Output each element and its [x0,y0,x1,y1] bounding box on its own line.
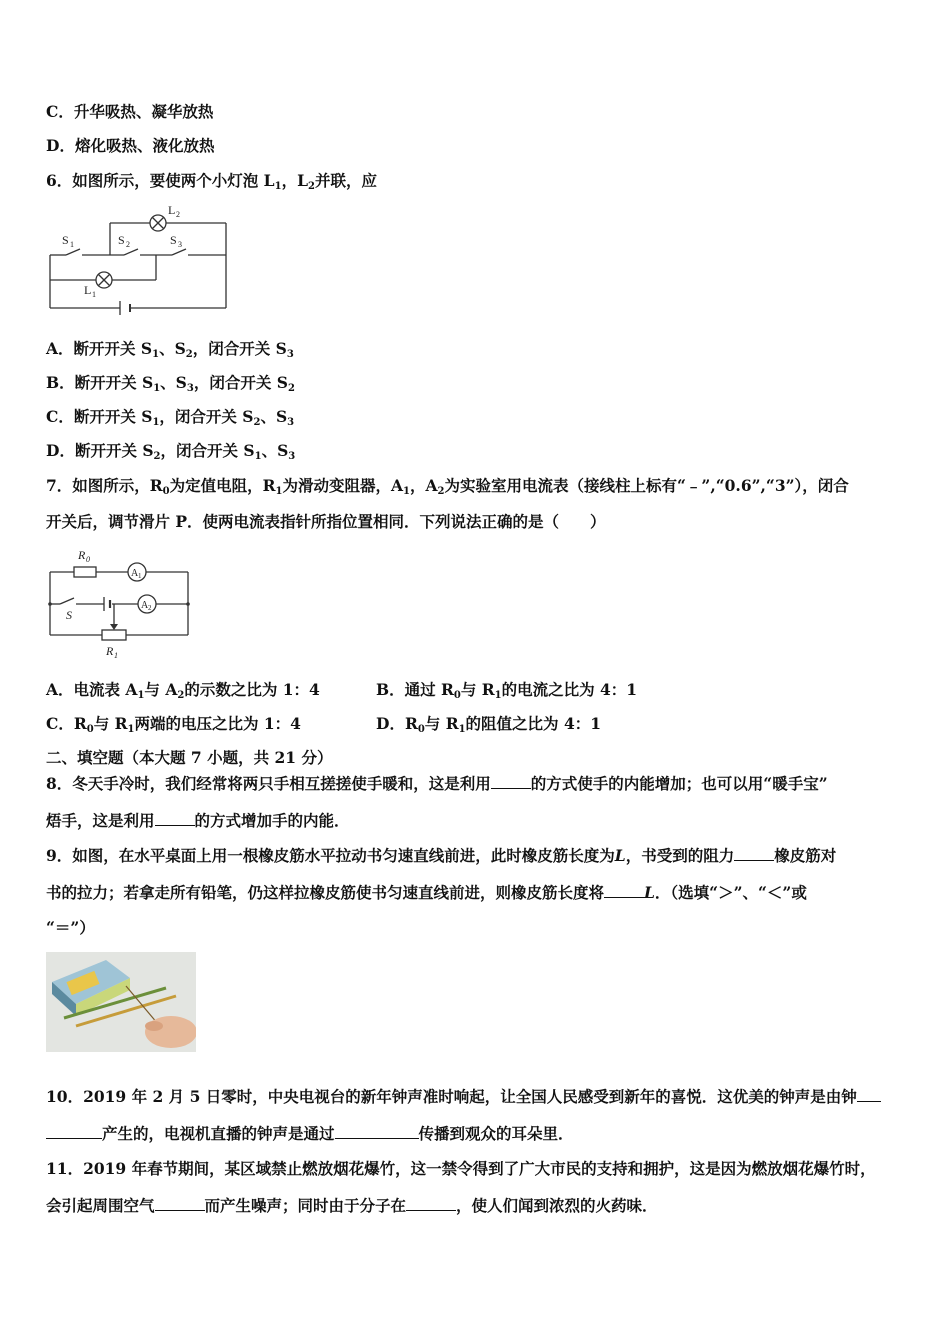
q9-blank-1[interactable] [734,846,774,861]
q11-line1: 11．2019 年春节期间，某区域禁止燃放烟花爆竹，这一禁令得到了广大市民的支持和拥护，这是因为燃放烟花爆竹时， [46,1159,876,1178]
q7-stem-line2: 开关后，调节滑片 P．使两电流表指针所指位置相同．下列说法正确的是（ ） [46,512,606,531]
q8-line1: 8．冬天手冷时，我们经常将两只手相互搓搓使手暖和，这是利用 的方式使手的内能增加；也可以用“暖手宝” [46,774,828,793]
q10-line1: 10．2019 年 2 月 5 日零时，中央电视台的新年钟声准时响起，让全国人民感受到新年的喜悦．这优美的钟声是由钟 [46,1087,881,1107]
svg-text:S: S [66,608,72,622]
q8-blank-2[interactable] [155,811,195,826]
q11-line2: 会引起周围空气 而产生噪声；同时由于分子在 ，使人们闻到浓烈的火药味． [46,1196,658,1215]
q6-option-c: C．断开开关 $S_1$，闭合开关 $S_2$、$S_3$ [46,407,295,428]
svg-text:S: S [118,233,125,247]
q10-blank-1b[interactable] [46,1124,102,1139]
svg-text:A: A [141,600,149,611]
section-heading: 二、填空题（本大题 7 小题，共 21 分） [46,748,333,767]
svg-text:L: L [168,203,176,217]
q6-option-d: D．断开开关 $S_2$，闭合开关 $S_1$、$S_3$ [46,441,296,462]
q6-option-b: B．断开开关 $S_1$、$S_3$，闭合开关 $S_2$ [46,373,295,394]
q11-blank-1[interactable] [155,1196,205,1211]
svg-text:1: 1 [114,651,118,660]
book-on-pencils-illustration [46,952,196,1052]
svg-text:R: R [106,644,114,658]
svg-text:R: R [78,548,86,562]
svg-text:1: 1 [138,572,142,580]
svg-text:2: 2 [148,604,152,612]
svg-text:L: L [84,283,92,297]
svg-text:S: S [170,233,177,247]
q7-option-a: A．电流表 $A_1$与 $A_2$的示数之比为 1：4 [46,680,320,701]
q7-option-b: B．通过 $R_0$与 $R_1$的电流之比为 4：1 [376,680,638,701]
svg-text:2: 2 [176,210,180,219]
svg-text:A: A [131,568,139,579]
q10-line2: 产生的，电视机直播的钟声是通过 传播到观众的耳朵里． [46,1124,574,1144]
q9-line1: 9．如图，在水平桌面上用一根橡皮筋水平拉动书匀速直线前进，此时橡皮筋长度为L，书受到的阻力 橡皮筋对 [46,846,837,865]
q7-stem-line1: 7．如图所示，$R_0$为定值电阻，$R_1$为滑动变阻器，$A_1$，$A_2$为实验室用电流表（接线柱上标有“﹣”,“0.6”,“3”），闭合 [46,476,849,497]
svg-text:S: S [62,233,69,247]
q6-stem: 6．如图所示，要使两个小灯泡 $L_1$，$L_2$并联，应 [46,171,377,192]
svg-text:3: 3 [178,240,182,249]
q10-blank-1a[interactable] [857,1087,881,1102]
svg-text:2: 2 [126,240,130,249]
q7-option-d: D．$R_0$与 $R_1$的阻值之比为 4：1 [376,714,602,735]
q8-line2: 焐手，这是利用 的方式增加手的内能． [46,811,350,830]
q7-option-c: C．$R_0$与 $R_1$两端的电压之比为 1：4 [46,714,301,735]
q9-blank-2[interactable] [604,883,644,898]
svg-text:1: 1 [92,290,96,299]
q6-option-a: A．断开开关 $S_1$、$S_2$，闭合开关 $S_3$ [46,339,294,360]
q8-blank-1[interactable] [491,774,531,789]
q11-blank-2[interactable] [406,1196,456,1211]
q6-circuit-diagram [40,200,240,320]
svg-text:1: 1 [70,240,74,249]
svg-text:0: 0 [86,555,90,564]
q7-circuit-diagram [40,545,200,660]
q9-line3: “＝”） [46,918,95,937]
q10-blank-2[interactable] [335,1124,419,1139]
q5-option-d: D．熔化吸热、液化放热 [46,136,215,155]
q5-option-c: C．升华吸热、凝华放热 [46,102,214,121]
q9-book-photo [46,952,196,1052]
q9-line2: 书的拉力；若拿走所有铅笔，仍这样拉橡皮筋使书匀速直线前进，则橡皮筋长度将 L．（选填“＞”、“＜”或 [46,883,807,902]
